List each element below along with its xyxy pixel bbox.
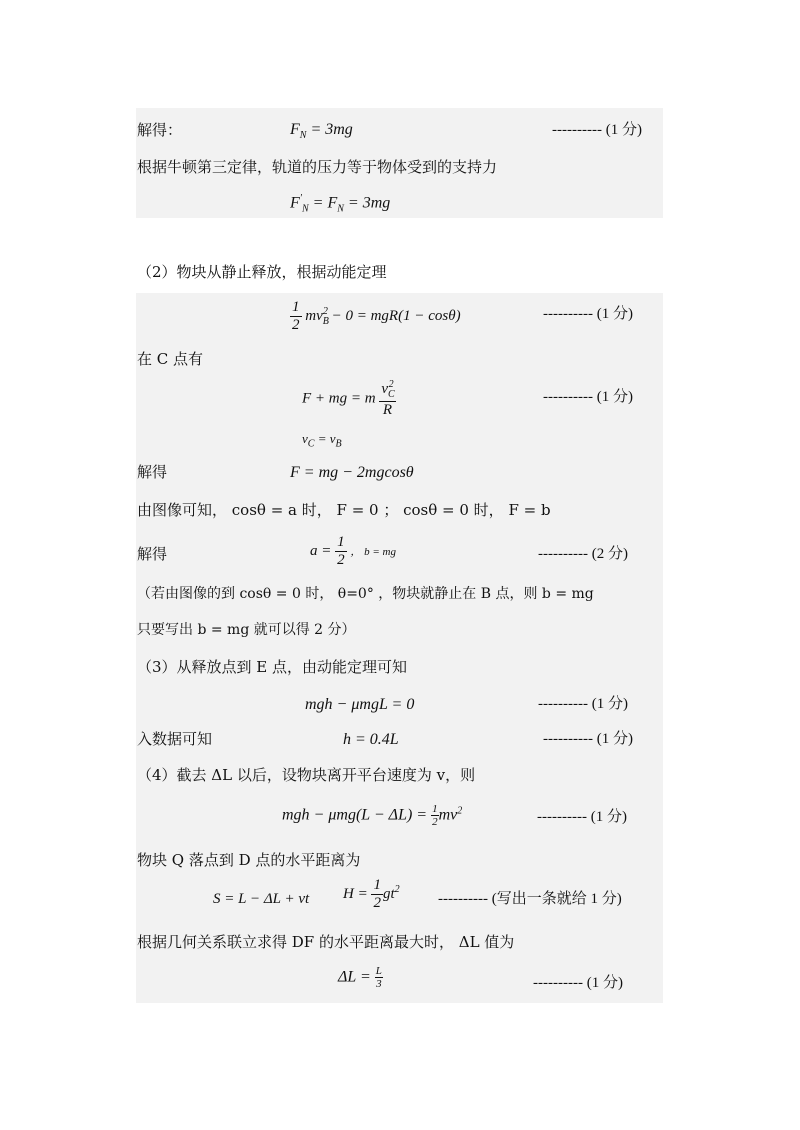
- score-5: ---------- (1 分): [538, 696, 628, 712]
- eq-energy-theorem: $\frac{1}{2}$ $mv_B^2 - 0 = mgR(1 - \cos\theta)$: [292, 299, 461, 333]
- horizontal-distance-text: 物块 Q 落点到 D 点的水平距离为: [137, 851, 361, 869]
- c-point-text: 在 C 点有: [137, 350, 204, 368]
- eq-force-result: F = mg − 2mgcosθ: [290, 464, 414, 481]
- part2-heading: （2）物块从静止释放，根据动能定理: [137, 263, 387, 281]
- eq-fall-height: H = $\frac{1}{2}$ $gt^2$: [343, 877, 400, 911]
- eq-vc-vb: $v_C = v_B$: [302, 431, 342, 450]
- eq-a-b-result: a = $\frac{1}{2}$ ， b = mg: [310, 534, 396, 568]
- solve-label-3: 解得: [137, 545, 168, 563]
- eq-h-value: h = 0.4L: [343, 731, 399, 748]
- eq-fn: $F_N = 3mg$: [290, 121, 353, 142]
- part4-heading: （4）截去 ΔL 以后，设物块离开平台速度为 v，则: [137, 766, 476, 784]
- score-9: ---------- (1 分): [533, 975, 623, 991]
- score-3: ---------- (1 分): [543, 389, 633, 405]
- eq-fn-prime: $F'_N = F_N = 3mg$: [290, 193, 391, 215]
- eq-truncated-energy: mgh − μmg(L − ΔL) = $\frac{1}{2}$ $mv^2$: [282, 803, 463, 828]
- note-line-2: 只要写出 b = mg 就可以得 2 分）: [137, 622, 356, 638]
- solve-label-2: 解得: [137, 463, 168, 481]
- score-4: ---------- (2 分): [538, 546, 628, 562]
- newton-third-law-text: 根据牛顿第三定律，轨道的压力等于物体受到的支持力: [137, 158, 498, 176]
- eq-delta-l: ΔL = $\frac{L}{3}$: [338, 965, 382, 990]
- eq-centripetal: F + mg = m $\frac{v_C^2}{R}$: [302, 379, 395, 418]
- score-6: ---------- (1 分): [543, 731, 633, 747]
- graph-text: 由图像可知， cosθ = a 时， F = 0 ； cosθ = 0 时， F = b: [137, 501, 551, 519]
- score-2: ---------- (1 分): [543, 306, 633, 322]
- geometry-text: 根据几何关系联立求得 DF 的水平距离最大时， ΔL 值为: [137, 933, 515, 951]
- eq-distance: S = L − ΔL + vt: [213, 891, 310, 907]
- note-line-1: （若由图像的到 cosθ = 0 时， θ=0° ，物块就静止在 B 点，则 b = mg: [137, 586, 594, 602]
- solve-label-1: 解得：: [137, 121, 183, 139]
- part3-heading: （3）从释放点到 E 点，由动能定理可知: [137, 658, 408, 676]
- eq-energy-friction: mgh − μmgL = 0: [305, 696, 415, 713]
- score-8: ---------- (写出一条就给 1 分): [438, 891, 622, 907]
- score-7: ---------- (1 分): [537, 809, 627, 825]
- data-label: 入数据可知: [137, 730, 213, 748]
- score-1: ---------- (1 分): [552, 122, 642, 138]
